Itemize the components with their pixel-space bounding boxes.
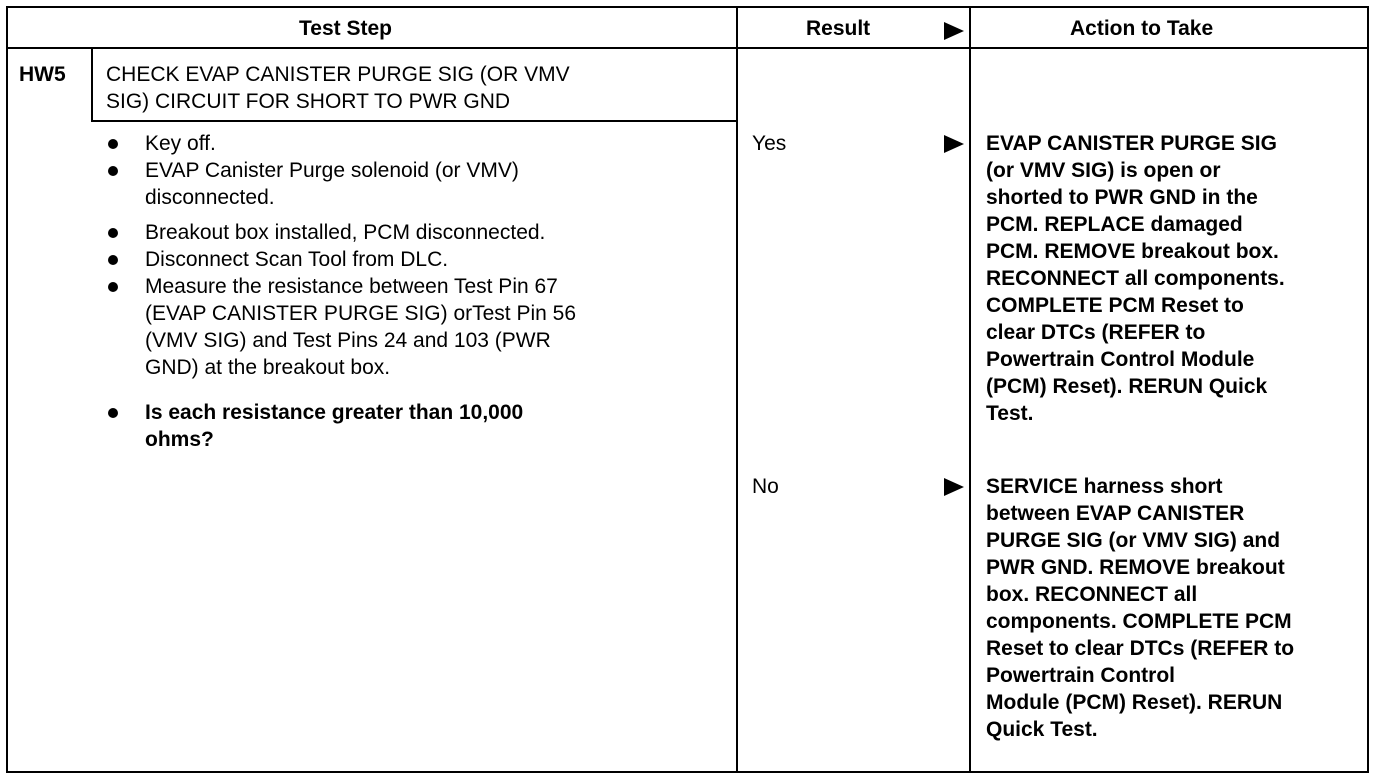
result-yes-arrow-icon bbox=[944, 135, 964, 153]
action-yes-line-2: (or VMV SIG) is open or bbox=[986, 159, 1221, 182]
bullet-4-line-1: Disconnect Scan Tool from DLC. bbox=[145, 248, 449, 271]
step-title-line-1: CHECK EVAP CANISTER PURGE SIG (OR VMV bbox=[106, 63, 570, 86]
step-title-line-2: SIG) CIRCUIT FOR SHORT TO PWR GND bbox=[106, 90, 511, 113]
bullet-5-line-2: (EVAP CANISTER PURGE SIG) orTest Pin 56 bbox=[145, 302, 577, 325]
step-id: HW5 bbox=[19, 63, 66, 86]
action-yes-line-6: RECONNECT all components. bbox=[986, 267, 1285, 290]
header-action-to-take: Action to Take bbox=[1070, 17, 1214, 40]
action-no-line-1: SERVICE harness short bbox=[986, 475, 1223, 498]
bullet-5-line-4: GND) at the breakout box. bbox=[145, 356, 391, 379]
action-yes-line-1: EVAP CANISTER PURGE SIG bbox=[986, 132, 1277, 155]
bullet-icon bbox=[108, 166, 118, 176]
bullet-1-line-1: Key off. bbox=[145, 132, 216, 155]
header-test-step: Test Step bbox=[299, 17, 392, 40]
action-yes-line-3: shorted to PWR GND in the bbox=[986, 186, 1258, 209]
column-divider-step-result bbox=[736, 6, 738, 773]
action-yes-line-8: clear DTCs (REFER to bbox=[986, 321, 1206, 344]
action-no-line-7: Reset to clear DTCs (REFER to bbox=[986, 637, 1295, 660]
column-divider-result-action bbox=[969, 6, 971, 773]
result-yes-label: Yes bbox=[752, 132, 787, 155]
bullet-5-line-1: Measure the resistance between Test Pin 67 bbox=[145, 275, 558, 298]
action-yes-line-11: Test. bbox=[986, 402, 1034, 425]
action-no-line-8: Powertrain Control bbox=[986, 664, 1176, 687]
action-yes-line-5: PCM. REMOVE breakout box. bbox=[986, 240, 1279, 263]
header-arrow-icon bbox=[944, 22, 964, 40]
header-divider bbox=[6, 47, 1369, 49]
step-id-divider bbox=[91, 47, 93, 122]
action-no-line-10: Quick Test. bbox=[986, 718, 1098, 741]
action-no-line-3: PURGE SIG (or VMV SIG) and bbox=[986, 529, 1281, 552]
result-no-arrow-icon bbox=[944, 478, 964, 496]
bullet-icon bbox=[108, 228, 118, 238]
action-no-line-4: PWR GND. REMOVE breakout bbox=[986, 556, 1285, 579]
bullet-2-line-1: EVAP Canister Purge solenoid (or VMV) bbox=[145, 159, 519, 182]
action-no-line-6: components. COMPLETE PCM bbox=[986, 610, 1292, 633]
bullet-icon bbox=[108, 408, 118, 418]
action-no-line-5: box. RECONNECT all bbox=[986, 583, 1198, 606]
bullet-3-line-1: Breakout box installed, PCM disconnected. bbox=[145, 221, 546, 244]
bullet-icon bbox=[108, 255, 118, 265]
action-yes-line-7: COMPLETE PCM Reset to bbox=[986, 294, 1244, 317]
action-no-line-9: Module (PCM) Reset). RERUN bbox=[986, 691, 1283, 714]
action-yes-line-9: Powertrain Control Module bbox=[986, 348, 1255, 371]
bullet-2-line-2: disconnected. bbox=[145, 186, 275, 209]
action-no-line-2: between EVAP CANISTER bbox=[986, 502, 1245, 525]
bullet-icon bbox=[108, 282, 118, 292]
bullet-6-line-2: ohms? bbox=[145, 428, 214, 451]
action-yes-line-10: (PCM) Reset). RERUN Quick bbox=[986, 375, 1268, 398]
bullet-5-line-3: (VMV SIG) and Test Pins 24 and 103 (PWR bbox=[145, 329, 551, 352]
header-result: Result bbox=[806, 17, 871, 40]
bullet-icon bbox=[108, 139, 118, 149]
bullet-6-line-1: Is each resistance greater than 10,000 bbox=[145, 401, 524, 424]
result-no-label: No bbox=[752, 475, 779, 498]
action-yes-line-4: PCM. REPLACE damaged bbox=[986, 213, 1243, 236]
step-title-divider bbox=[91, 120, 736, 122]
